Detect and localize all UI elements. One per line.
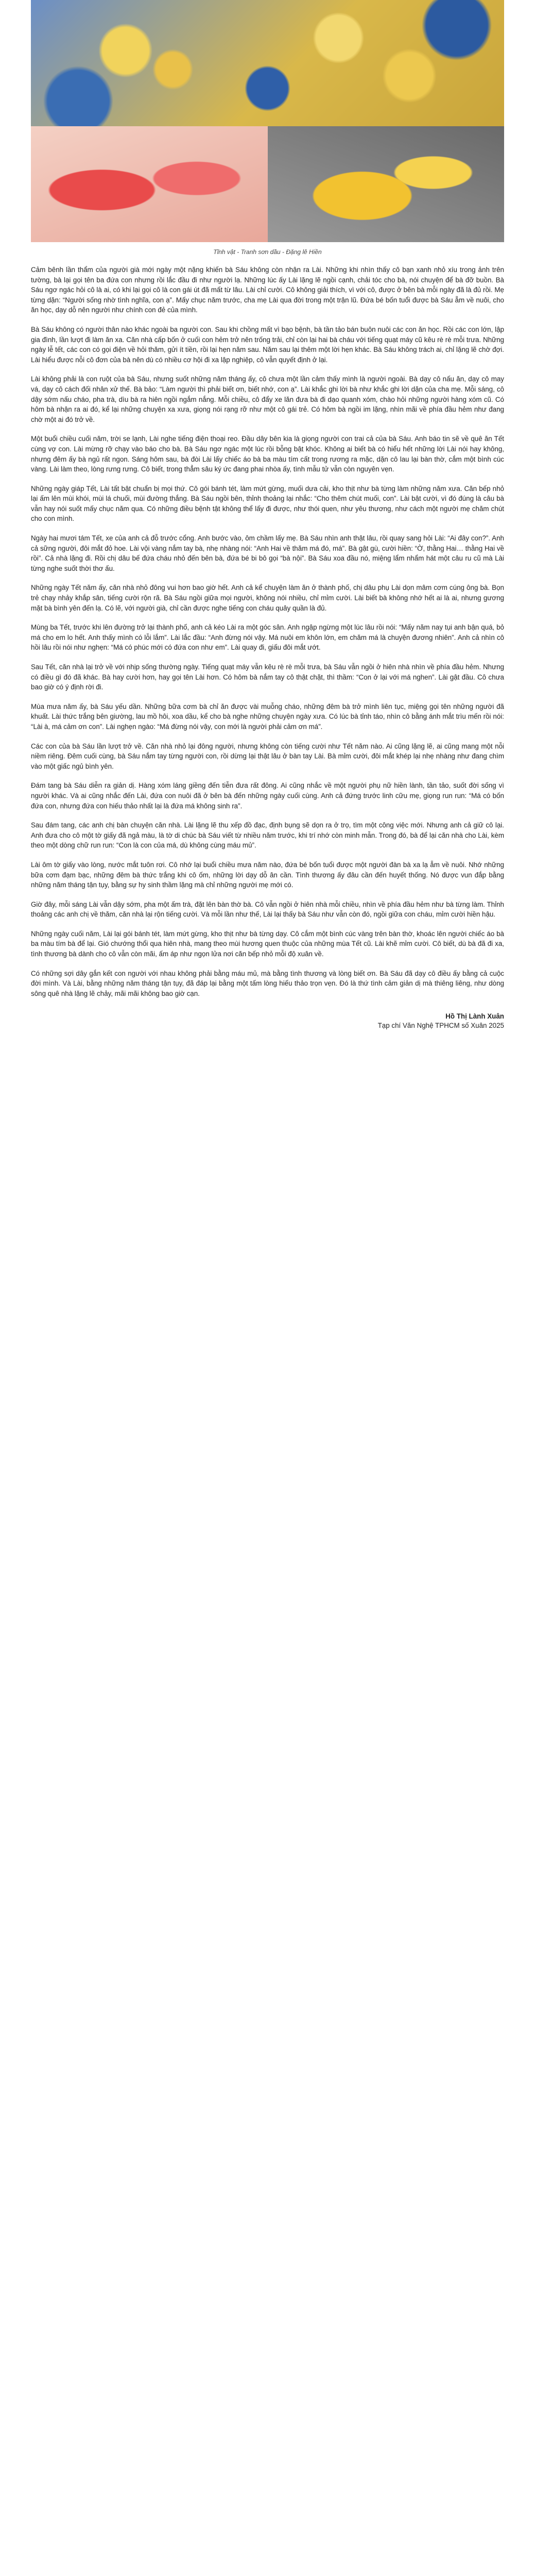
paragraph: Những ngày Tết năm ấy, căn nhà nhỏ đông vui hơn bao giờ hết. Anh cả kể chuyện làm ăn ở thành phố, chị dâu phụ Lài dọn mâm cơm cúng ông bà. Bọn trẻ chạy nhảy khắp sân, tiếng cười rộn rã. Bà Sáu ngồi giữa mọi người, không nói nhiều, chỉ mỉm cười. Lài biết bà không nhớ hết ai là ai, nhưng gương mặt bà bình yên đến lạ. Có lẽ, với người già, chỉ cần được nghe tiếng con cháu quây quần là đủ. (31, 584, 504, 612)
article-body (31, 265, 504, 998)
paragraph: Đám tang bà Sáu diễn ra giản dị. Hàng xóm láng giềng đến tiễn đưa rất đông. Ai cũng nhắc về một người phụ nữ hiền lành, tần tảo, suốt đời sống vì người khác. Và ai cũng nhắc đến Lài, đứa con nuôi đã ở bên bà đến những ngày cuối cùng. Anh cả đứng trước linh cữu mẹ, giọng run run: “Má có bốn đứa con, nhưng đứa con hiếu thảo nhất lại là đứa má không sinh ra”. (31, 782, 504, 810)
image-caption: Tĩnh vật - Tranh sơn dầu - Đặng lê Hiền (213, 248, 322, 256)
author-name: Hồ Thị Lành Xuân (445, 1012, 504, 1021)
painting-fruit-yellow (268, 126, 504, 242)
paragraph: Giờ đây, mỗi sáng Lài vẫn dậy sớm, pha một ấm trà, đặt lên bàn thờ bà. Cô vẫn ngồi ở hiên nhà mỗi chiều, nhìn về phía đầu hẻm như bà từng làm. Thỉnh thoảng các anh chị về thăm, căn nhà lại rộn tiếng cười. Và mỗi lần như thế, Lài lại thấy bà Sáu như vẫn còn đó, ngồi giữa con cháu, mỉm cười hiền hậu. (31, 900, 504, 919)
paragraph: Bà Sáu không có người thân nào khác ngoài ba người con. Sau khi chồng mất vì bạo bệnh, bà tần tảo bán buôn nuôi các con ăn học. Rồi các con lớn, lập gia đình, lần lượt đi làm ăn xa. Căn nhà cấp bốn ở cuối con hẻm trở nên trống trải, chỉ còn lại hai bà cháu với tiếng quạt máy cũ kêu rè rè mỗi trưa. Những ngày lễ tết, các con có gọi điện về hỏi thăm, gửi ít tiền, rồi lại hẹn năm sau. Năm sau lại thêm một lời hẹn khác. Bà Sáu không trách ai, chỉ lặng lẽ chờ đợi. Lài hiểu được nỗi cô đơn của bà nên dù có nhiều cơ hội đi xa lập nghiệp, cô vẫn quyết định ở lại. (31, 325, 504, 364)
paragraph: Một buổi chiều cuối năm, trời se lạnh, Lài nghe tiếng điện thoại reo. Đầu dây bên kia là giọng người con trai cả của bà Sáu. Anh báo tin sẽ về quê ăn Tết cùng vợ con. Lài mừng rỡ chạy vào báo cho bà. Bà Sáu ngơ ngác một lúc rồi bỗng bật khóc. Không ai biết bà có hiểu hết những lời Lài nói hay không, nhưng đêm ấy bà ngủ rất ngon. Sáng hôm sau, bà đòi Lài lấy chiếc áo bà ba màu tím cất trong rương ra mặc, dặn cô lau lại bàn thờ, cắm một bình cúc vàng. Lài làm theo, lòng rưng rưng. Cô biết, trong thẳm sâu ký ức đang phai nhòa ấy, tình mẫu tử vẫn còn nguyên vẹn. (31, 435, 504, 473)
hero-painting (31, 0, 504, 242)
paragraph: Sau đám tang, các anh chị bàn chuyện căn nhà. Lài lặng lẽ thu xếp đồ đạc, định bụng sẽ dọn ra ở trọ, tìm một công việc mới. Nhưng anh cả giữ cô lại. Anh đưa cho cô một tờ giấy đã ngả màu, là tờ di chúc bà Sáu viết từ nhiều năm trước, khi trí nhớ còn minh mẫn. Trong đó, bà để lại căn nhà cho Lài, kèm theo một dòng chữ run run: “Con là con của má, dù không cùng máu mủ”. (31, 821, 504, 850)
article-source: Tạp chí Văn Nghệ TPHCM số Xuân 2025 (377, 1022, 504, 1030)
painting-fruit-red (31, 126, 268, 242)
paragraph: Cảm bênh lần thẩm của người già mới ngày một nặng khiến bà Sáu không còn nhận ra Lài. Những khi nhìn thấy cô bạn xanh nhỏ xíu trong ảnh trên tường, bà lại gọi tên ba đứa con nhưng rồi lắc đầu đi như người lạ. Những lúc ấy Lài lặng lẽ ngồi cạnh, chải tóc cho bà, nói chuyện để bà đỡ buồn. Bà Sáu ngơ ngác hỏi cô là ai, có khi lại gọi cô là con gái út đã mất từ lâu. Lài chỉ cười. Cô không giải thích, vì với cô, được ở bên bà mỗi ngày đã là đủ rồi. Mẹ từng dặn: “Người sống nhờ tình nghĩa, con ạ”. Mấy chục năm trước, cha mẹ Lài qua đời trong một trận lũ. Đứa bé bốn tuổi được bà Sáu ẵm về nuôi, cho ăn học, dạy dỗ nên người như chính con đẻ của mình. (31, 266, 504, 314)
article-signature (31, 1012, 504, 1030)
paragraph: Có những sợi dây gắn kết con người với nhau không phải bằng máu mủ, mà bằng tình thương và lòng biết ơn. Bà Sáu đã dạy cô điều ấy bằng cả cuộc đời mình. Và Lài, bằng những năm tháng tận tụy, đã đáp lại bằng một tấm lòng hiếu thảo trọn vẹn. Đó là thứ tình cảm giản dị mà thiêng liêng, như dòng sông quê nhà lặng lẽ chảy, mãi mãi không bao giờ cạn. (31, 969, 504, 997)
paragraph: Lài không phải là con ruột của bà Sáu, nhưng suốt những năm tháng ấy, cô chưa một lần cảm thấy mình là người ngoài. Bà dạy cô nấu ăn, dạy cô may vá, dạy cô cách đối nhân xử thế. Bà bảo: “Làm người thì phải biết ơn, biết nhớ, con ạ”. Lài khắc ghi lời bà như khắc ghi lời dặn của cha mẹ. Mỗi sáng, cô dậy sớm nấu cháo, pha trà, dìu bà ra hiên ngồi ngắm nắng. Mỗi chiều, cô đẩy xe lăn đưa bà đi dạo quanh xóm, chào hỏi những người hàng xóm cũ. Có hôm bà nhận ra ai đó, kể lại những chuyện xa xưa, giọng nói rạng rỡ như một cô gái trẻ. Có hôm bà ngồi im lặng, nhìn mãi về phía đầu hẻm như đang chờ một ai đó trở về. (31, 375, 504, 423)
article (31, 0, 504, 1030)
paragraph: Lài ôm tờ giấy vào lòng, nước mắt tuôn rơi. Cô nhớ lại buổi chiều mưa năm nào, đứa bé bốn tuổi được một người đàn bà xa lạ ẵm về nuôi. Nhớ những bữa cơm đạm bạc, những đêm bà thức trắng khi cô ốm, những lời dạy dỗ ân cần. Tình thương ấy đâu cần đến huyết thống. Nó được vun đắp bằng những năm tháng tận tụy, bằng sự hy sinh thầm lặng mà chỉ những người mẹ mới có. (31, 860, 504, 889)
paragraph: Mùng ba Tết, trước khi lên đường trở lại thành phố, anh cả kéo Lài ra một góc sân. Anh ngập ngừng một lúc lâu rồi nói: “Mấy năm nay tụi anh bận quá, bỏ má cho em lo hết. Anh thấy mình có lỗi lắm”. Lài lắc đầu: “Anh đừng nói vậy. Má nuôi em khôn lớn, em chăm má là chuyện đương nhiên”. Anh cả nhìn cô hồi lâu rồi nói như nghẹn: “Má có phúc mới có đứa con như em”. Lài quay đi, giấu đôi mắt ướt. (31, 623, 504, 652)
paragraph: Sau Tết, căn nhà lại trở về với nhịp sống thường ngày. Tiếng quạt máy vẫn kêu rè rè mỗi trưa, bà Sáu vẫn ngồi ở hiên nhà nhìn về phía đầu hẻm. Nhưng có điều gì đó đã khác. Bà hay cười hơn, hay gọi tên Lài hơn. Có hôm bà nắm tay cô thật chặt, thì thầm: “Con ở lại với má nghen”. Lài gật đầu. Cô chưa bao giờ có ý định rời đi. (31, 663, 504, 691)
paragraph: Ngày hai mươi tám Tết, xe của anh cả đỗ trước cổng. Anh bước vào, ôm chầm lấy mẹ. Bà Sáu nhìn anh thật lâu, rồi quay sang hỏi Lài: “Ai đây con?”. Anh cả sững người, đôi mắt đỏ hoe. Lài vội vàng nắm tay bà, nhẹ nhàng nói: “Anh Hai về thăm má đó, má”. Bà gật gù, cười hiền: “Ờ, thằng Hai… thằng Hai về rồi”. Cả nhà lặng đi. Rồi chị dâu bế đứa cháu nhỏ đến bên bà, đứa bé bi bô gọi “bà nội”. Bà Sáu xoa đầu nó, miệng lẩm nhẩm hát một câu ru cũ mà Lài từng nghe suốt thời thơ ấu. (31, 534, 504, 572)
painting-flowers (31, 0, 504, 126)
paragraph: Những ngày cuối năm, Lài lại gói bánh tét, làm mứt gừng, kho thịt như bà từng dạy. Cô cắm một bình cúc vàng trên bàn thờ, khoác lên người chiếc áo bà ba màu tím bà để lại. Gió chướng thổi qua hiên nhà, mang theo mùi hương quen thuộc của những mùa Tết cũ. Lài khẽ mỉm cười. Cô biết, dù bà đã đi xa, tình thương bà dành cho cô vẫn còn mãi, ấm áp như ngọn lửa nơi căn bếp nhỏ mỗi độ xuân về. (31, 929, 504, 958)
paragraph: Những ngày giáp Tết, Lài tất bật chuẩn bị mọi thứ. Cô gói bánh tét, làm mứt gừng, muối dưa cải, kho thịt như bà từng làm những năm xưa. Căn bếp nhỏ lại ấm lên mùi khói, mùi lá chuối, mùi đường thắng. Bà Sáu ngồi bên, thỉnh thoảng lại nhắc: “Cho thêm chút muối, con”. Lài bật cười, vì đó đúng là câu bà vẫn hay nói suốt mấy chục năm qua. Có những điều bệnh tật không thể lấy đi được, như thói quen, như yêu thương, như cách một người mẹ chăm chút cho con mình. (31, 484, 504, 523)
paragraph: Các con của bà Sáu lần lượt trở về. Căn nhà nhỏ lại đông người, nhưng không còn tiếng cười như Tết năm nào. Ai cũng lặng lẽ, ai cũng mang một nỗi niềm riêng. Đêm cuối cùng, bà Sáu nắm tay từng người con, rồi dừng lại thật lâu ở bàn tay Lài. Bà mỉm cười, đôi mắt khép lại nhẹ nhàng như đang chìm vào một giấc ngủ bình yên. (31, 742, 504, 770)
paragraph: Mùa mưa năm ấy, bà Sáu yếu dần. Những bữa cơm bà chỉ ăn được vài muỗng cháo, những đêm bà trở mình liên tục, miệng gọi tên những người đã khuất. Lài thức trắng bên giường, lau mồ hôi, xoa dầu, kể cho bà nghe những chuyện ngày xưa. Có lúc bà tỉnh táo, nhìn cô bằng ánh mắt trìu mến rồi nói: “Lài à, má cảm ơn con”. Lài nghẹn ngào: “Má đừng nói vậy, con mới là người phải cảm ơn má”. (31, 702, 504, 731)
